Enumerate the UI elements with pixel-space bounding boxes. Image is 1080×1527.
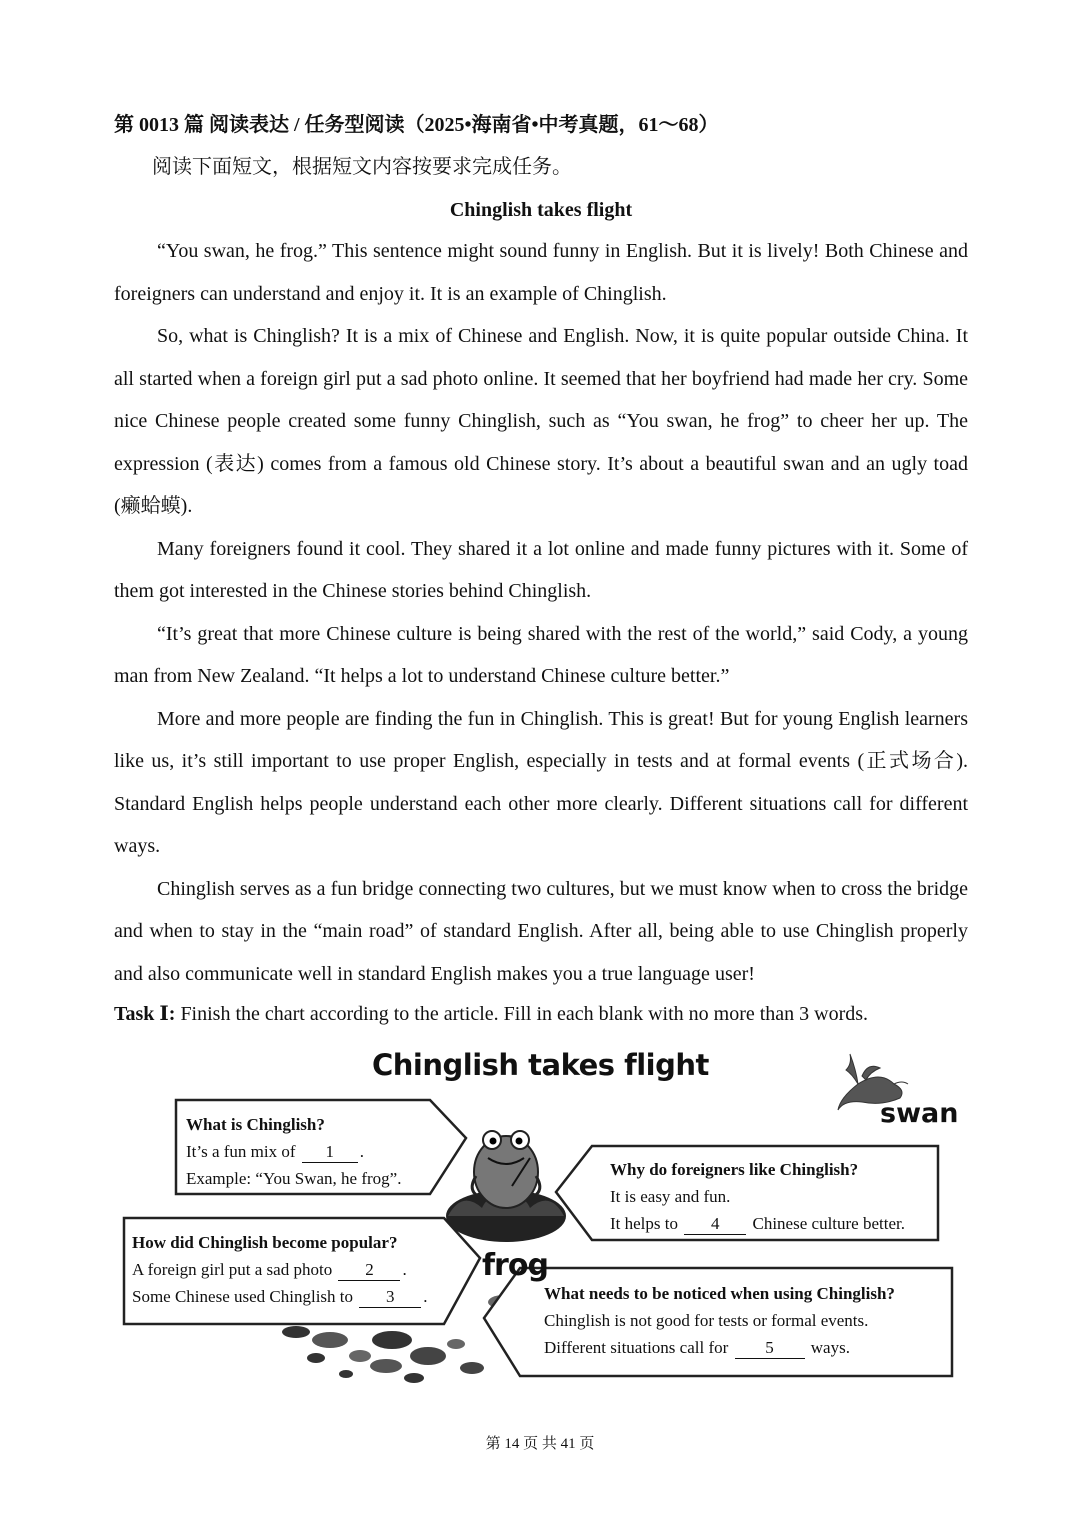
box1-line1-end: . (359, 1142, 365, 1161)
article-paragraph: Many foreigners found it cool. They shared it a lot online and made funny pictures with it. Some of them got interested in the Chinese stories behind Chinglish. (114, 537, 968, 602)
box2-question: How did Chinglish become popular? (132, 1233, 398, 1252)
box1-line2: Example: “You Swan, he frog”. (186, 1169, 402, 1188)
article-body (114, 230, 968, 995)
box2-line2 (132, 1283, 428, 1310)
box4-line2 (544, 1334, 895, 1361)
box2-line1-end: . (402, 1260, 407, 1279)
task-instruction (114, 1001, 994, 1027)
frog-icon (446, 1131, 566, 1242)
box4-line1: Chinglish is not good for tests or formal events. (544, 1311, 869, 1330)
task-text: Finish the chart according to the article. Fill in each blank with no more than 3 words. (180, 1003, 869, 1025)
box1-line1 (186, 1138, 401, 1165)
box2-line1-text: A foreign girl put a sad photo (132, 1260, 333, 1279)
swan-label: swan (880, 1098, 959, 1129)
blank-3[interactable]: 3 (359, 1287, 421, 1308)
blank-4[interactable]: 4 (684, 1214, 746, 1235)
box1-question: What is Chinglish? (186, 1115, 325, 1134)
article-paragraph: Chinglish serves as a fun bridge connecting two cultures, but we must know when to cross the bridge and when to stay in the “main road” of standard English. After all, being able to use Chinglish properly and also communicate well in standard English makes you a true language user! (114, 877, 968, 985)
chart-title: Chinglish takes flight (372, 1048, 709, 1082)
instruction: 阅读下面短文，根据短文内容按要求完成任务。 (152, 156, 572, 178)
article-paragraph: “You swan, he frog.” This sentence might sound funny in English. But it is lively! Both Chinese and foreigners can understand and enjoy it. It is an example of Chinglish. (114, 240, 968, 305)
box3-line1: It is easy and fun. (610, 1187, 731, 1206)
box2-line2-end: . (423, 1287, 428, 1306)
blank-5[interactable]: 5 (735, 1338, 805, 1359)
blank-2[interactable]: 2 (338, 1260, 400, 1281)
box3-question: Why do foreigners like Chinglish? (610, 1160, 859, 1179)
box2-line1 (132, 1256, 428, 1283)
box3-line2 (610, 1210, 905, 1237)
task-label: Task Ⅰ: (114, 1003, 176, 1025)
box-how-popular (132, 1229, 428, 1310)
page-header: 第 0013 篇 阅读表达 / 任务型阅读（2025•海南省•中考真题，61～68） (114, 114, 719, 136)
box3-line2-end: Chinese culture better. (752, 1214, 905, 1233)
box4-question: What needs to be noticed when using Chinglish? (544, 1284, 895, 1303)
box-why-foreigners-like (610, 1156, 905, 1237)
mind-map-chart (110, 1040, 970, 1390)
box-what-is-chinglish (186, 1111, 401, 1192)
article-paragraph: So, what is Chinglish? It is a mix of Chinese and English. Now, it is quite popular outside China. It all started when a foreign girl put a sad photo online. It seemed that her boyfriend had made her cry. Some nice Chinese people created some funny Chinglish, such as “You swan, he frog” to cheer her up. The expression (表达) comes from a famous old Chinese story. It’s about a beautiful swan and an ugly toad (癞蛤蟆). (114, 325, 968, 517)
box4-line2-text: Different situations call for (544, 1338, 729, 1357)
frog-label: frog (482, 1248, 548, 1283)
blank-1[interactable]: 1 (302, 1142, 358, 1163)
box3-line2-text: It helps to (610, 1214, 678, 1233)
page-footer: 第 14 页 共 41 页 (485, 1436, 595, 1452)
box-what-to-notice (544, 1280, 895, 1361)
box1-line1-text: It’s a fun mix of (186, 1142, 296, 1161)
box4-line2-end: ways. (810, 1338, 850, 1357)
article-paragraph: “It’s great that more Chinese culture is being shared with the rest of the world,” said Cody, a young man from New Zealand. “It helps a lot to understand Chinese culture better.” (114, 622, 968, 687)
article-paragraph: More and more people are finding the fun in Chinglish. This is great! But for young English learners like us, it’s still important to use proper English, especially in tests and at formal events (正式场合). Standard English helps people understand each other more clearly. Different situations call for different ways. (114, 707, 968, 857)
box2-line2-text: Some Chinese used Chinglish to (132, 1287, 353, 1306)
article-title: Chinglish takes flight (449, 199, 633, 221)
